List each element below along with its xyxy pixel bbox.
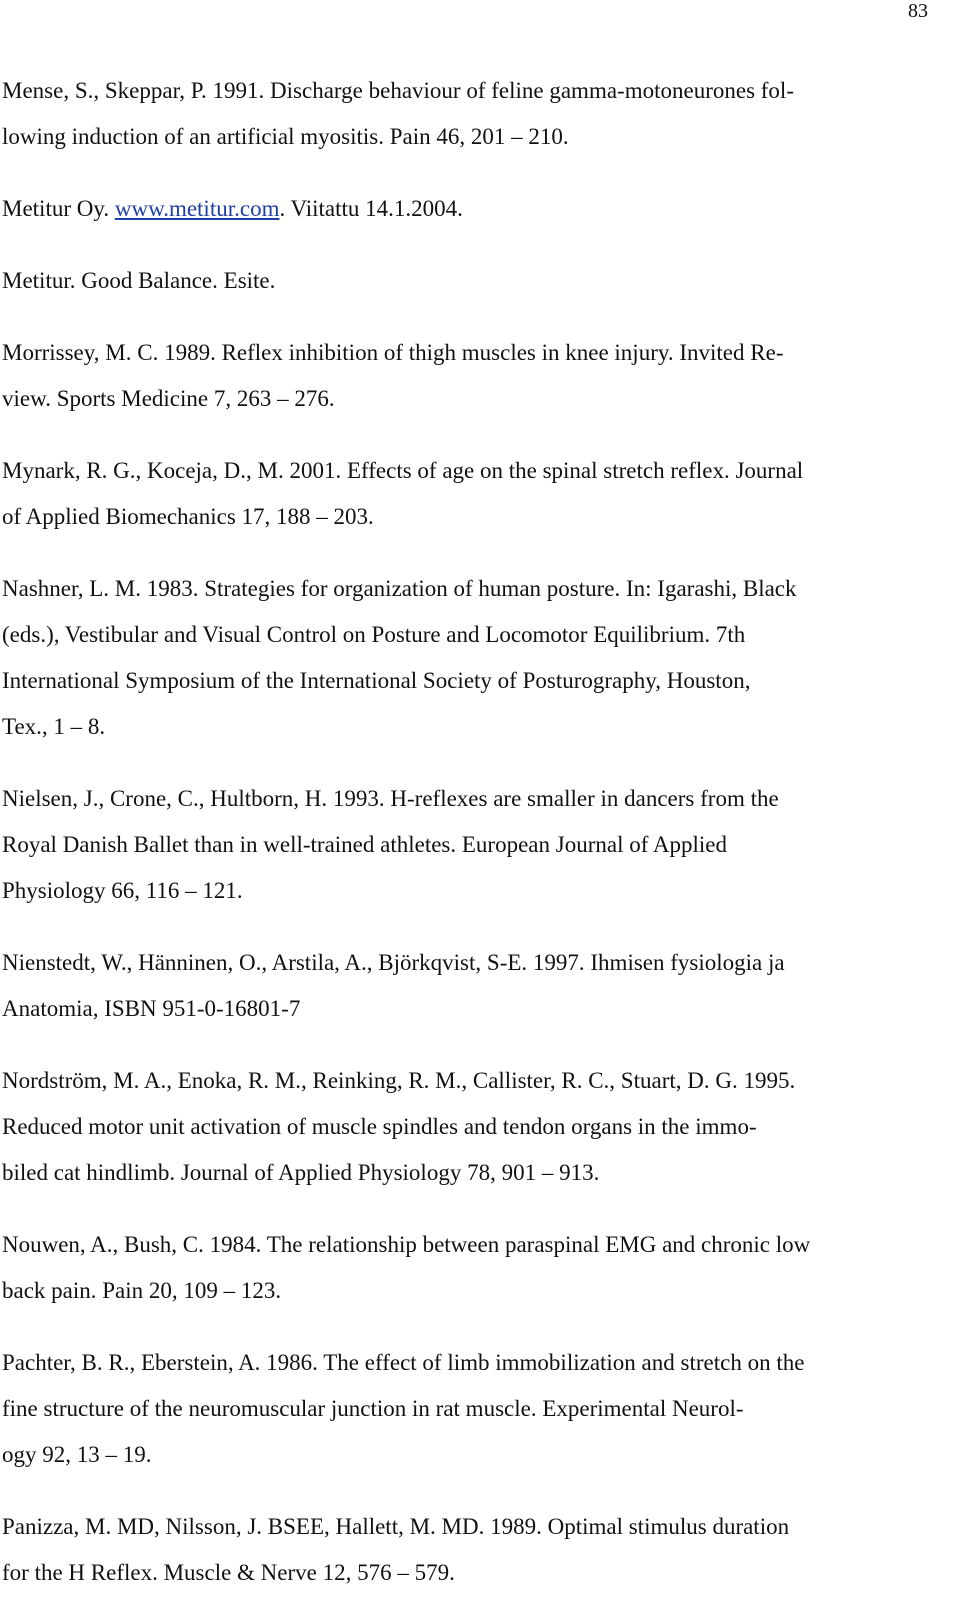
page-number: 83 (908, 0, 928, 22)
reference-line: back pain. Pain 20, 109 – 123. (2, 1278, 282, 1303)
reference-line: International Symposium of the International Society of Posturography, Houston, (2, 668, 751, 693)
metitur-link[interactable]: www.metitur.com (114, 196, 280, 221)
reference-line: Nordström, M. A., Enoka, R. M., Reinking, R. M., Callister, R. C., Stuart, D. G. 1995. (2, 1068, 796, 1093)
reference-mynark (2, 448, 920, 540)
reference-line: ogy 92, 13 – 19. (2, 1442, 152, 1467)
reference-panizza (2, 1504, 920, 1596)
reference-text: Metitur Oy. (2, 196, 115, 221)
reference-line: lowing induction of an artificial myositis. Pain 46, 201 – 210. (2, 124, 569, 149)
reference-line: Pachter, B. R., Eberstein, A. 1986. The effect of limb immobilization and stretch on the (2, 1350, 805, 1375)
reference-nashner (2, 566, 920, 750)
reference-list (2, 68, 920, 1622)
reference-line: view. Sports Medicine 7, 263 – 276. (2, 386, 335, 411)
reference-nielsen (2, 776, 920, 914)
reference-line: Reduced motor unit activation of muscle spindles and tendon organs in the immo- (2, 1114, 757, 1139)
reference-line: Mense, S., Skeppar, P. 1991. Discharge behaviour of feline gamma-motoneurones fol- (2, 78, 794, 103)
reference-line: Nashner, L. M. 1983. Strategies for organization of human posture. In: Igarashi, Black (2, 576, 797, 601)
reference-mense (2, 68, 920, 160)
reference-line: Panizza, M. MD, Nilsson, J. BSEE, Hallett, M. MD. 1989. Optimal stimulus duration (2, 1514, 790, 1539)
reference-nordstrom (2, 1058, 920, 1196)
reference-line (2, 186, 920, 232)
reference-metitur-good-balance (2, 258, 920, 304)
reference-metitur-oy (2, 186, 920, 232)
reference-line: fine structure of the neuromuscular junction in rat muscle. Experimental Neurol- (2, 1396, 744, 1421)
reference-line: Nielsen, J., Crone, C., Hultborn, H. 1993. H-reflexes are smaller in dancers from the (2, 786, 779, 811)
reference-line: (eds.), Vestibular and Visual Control on Posture and Locomotor Equilibrium. 7th (2, 622, 746, 647)
reference-line: of Applied Biomechanics 17, 188 – 203. (2, 504, 374, 529)
reference-line: Mynark, R. G., Koceja, D., M. 2001. Effects of age on the spinal stretch reflex. Journal (2, 458, 804, 483)
reference-line: Nienstedt, W., Hänninen, O., Arstila, A., Björkqvist, S-E. 1997. Ihmisen fysiologia ja (2, 950, 785, 975)
reference-line: Anatomia, ISBN 951-0-16801-7 (2, 996, 301, 1021)
reference-nouwen (2, 1222, 920, 1314)
reference-line: Tex., 1 – 8. (2, 714, 106, 739)
reference-line: Nouwen, A., Bush, C. 1984. The relationship between paraspinal EMG and chronic low (2, 1232, 811, 1257)
reference-morrissey (2, 330, 920, 422)
reference-line: Morrissey, M. C. 1989. Reflex inhibition of thigh muscles in knee injury. Invited Re- (2, 340, 784, 365)
reference-line: Royal Danish Ballet than in well-trained athletes. European Journal of Applied (2, 832, 727, 857)
reference-nienstedt (2, 940, 920, 1032)
reference-line: Physiology 66, 116 – 121. (2, 878, 243, 903)
reference-line: for the H Reflex. Muscle & Nerve 12, 576 – 579. (2, 1560, 455, 1585)
reference-pachter (2, 1340, 920, 1478)
reference-line: biled cat hindlimb. Journal of Applied Physiology 78, 901 – 913. (2, 1160, 600, 1185)
reference-text: . Viitattu 14.1.2004. (279, 196, 463, 221)
reference-line: Metitur. Good Balance. Esite. (2, 268, 276, 293)
